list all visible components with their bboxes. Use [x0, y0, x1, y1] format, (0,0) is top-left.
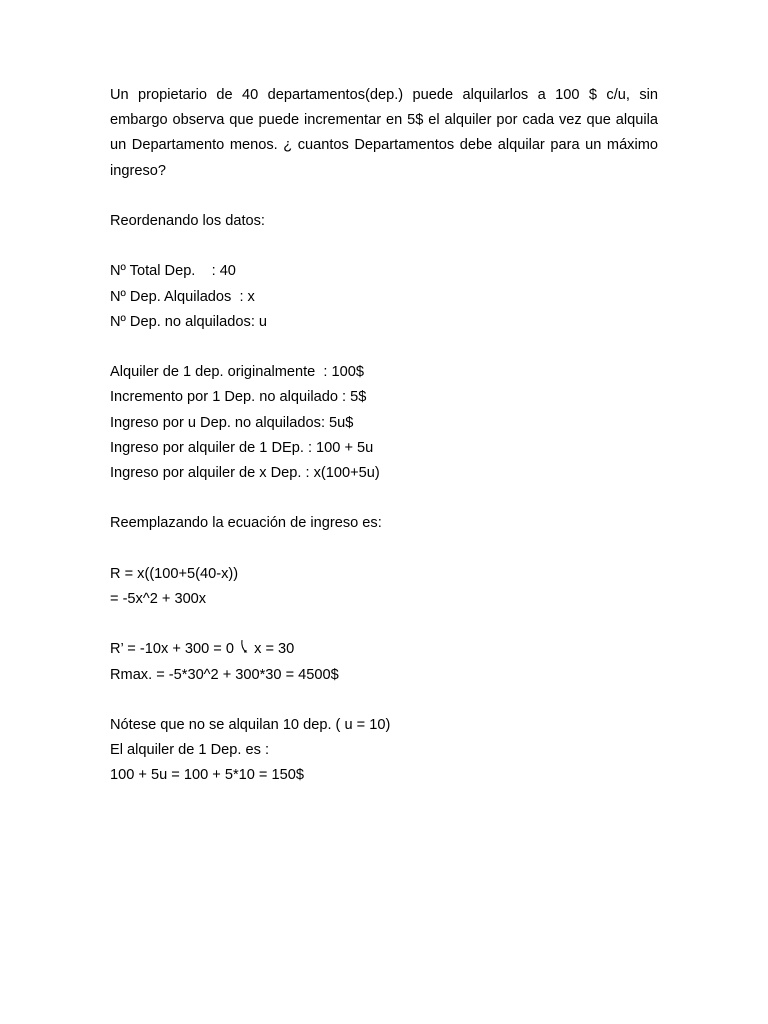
derivative-left: R’ = -10x + 300 = 0 [110, 641, 239, 658]
problem-statement: Un propietario de 40 departamentos(dep.) puede alquilarlos a 100 $ c/u, sin embargo observa que puede incrementar en 5$ el alquiler por cada vez que alquila un Departamento menos. ¿ cuantos Departamentos debe alquilar para un máximo ingreso? [110, 87, 658, 179]
equation-line-r: R = x((100+5(40-x)) [110, 565, 239, 582]
derivative-right: x = 30 [250, 641, 295, 658]
spacer [110, 234, 658, 259]
spacer [110, 184, 658, 209]
derivative-line [110, 637, 658, 662]
data-line-not-rented: Nº Dep. no alquilados: u [110, 313, 268, 330]
income-line-u-income: Ingreso por u Dep. no alquilados: 5u$ [110, 414, 354, 431]
equation-heading: Reemplazando la ecuación de ingreso es: [110, 515, 382, 532]
document-body [110, 83, 658, 789]
income-line-increment: Incremento por 1 Dep. no alquilado : 5$ [110, 389, 367, 406]
conclusion-line-rent-heading: El alquiler de 1 Dep. es : [110, 742, 269, 759]
spacer [110, 537, 658, 562]
implies-arrow-icon [238, 637, 250, 662]
spacer [110, 612, 658, 637]
spacer [110, 688, 658, 713]
conclusion-line-unrented: Nótese que no se alquilan 10 dep. ( u = 10) [110, 716, 391, 733]
data-line-total: Nº Total Dep. : 40 [110, 263, 236, 280]
equation-line-expanded: = -5x^2 + 300x [110, 590, 207, 607]
income-line-x-dep: Ingreso por alquiler de x Dep. : x(100+5u) [110, 465, 380, 481]
rmax-line: Rmax. = -5*30^2 + 300*30 = 4500$ [110, 666, 339, 683]
income-line-one-dep: Ingreso por alquiler de 1 DEp. : 100 + 5u [110, 439, 374, 456]
data-heading: Reordenando los datos: [110, 213, 265, 229]
spacer [110, 486, 658, 511]
spacer [110, 335, 658, 360]
conclusion-line-rent-value: 100 + 5u = 100 + 5*10 = 150$ [110, 767, 304, 784]
data-line-rented: Nº Dep. Alquilados : x [110, 288, 255, 305]
income-line-original-rent: Alquiler de 1 dep. originalmente : 100$ [110, 364, 364, 381]
